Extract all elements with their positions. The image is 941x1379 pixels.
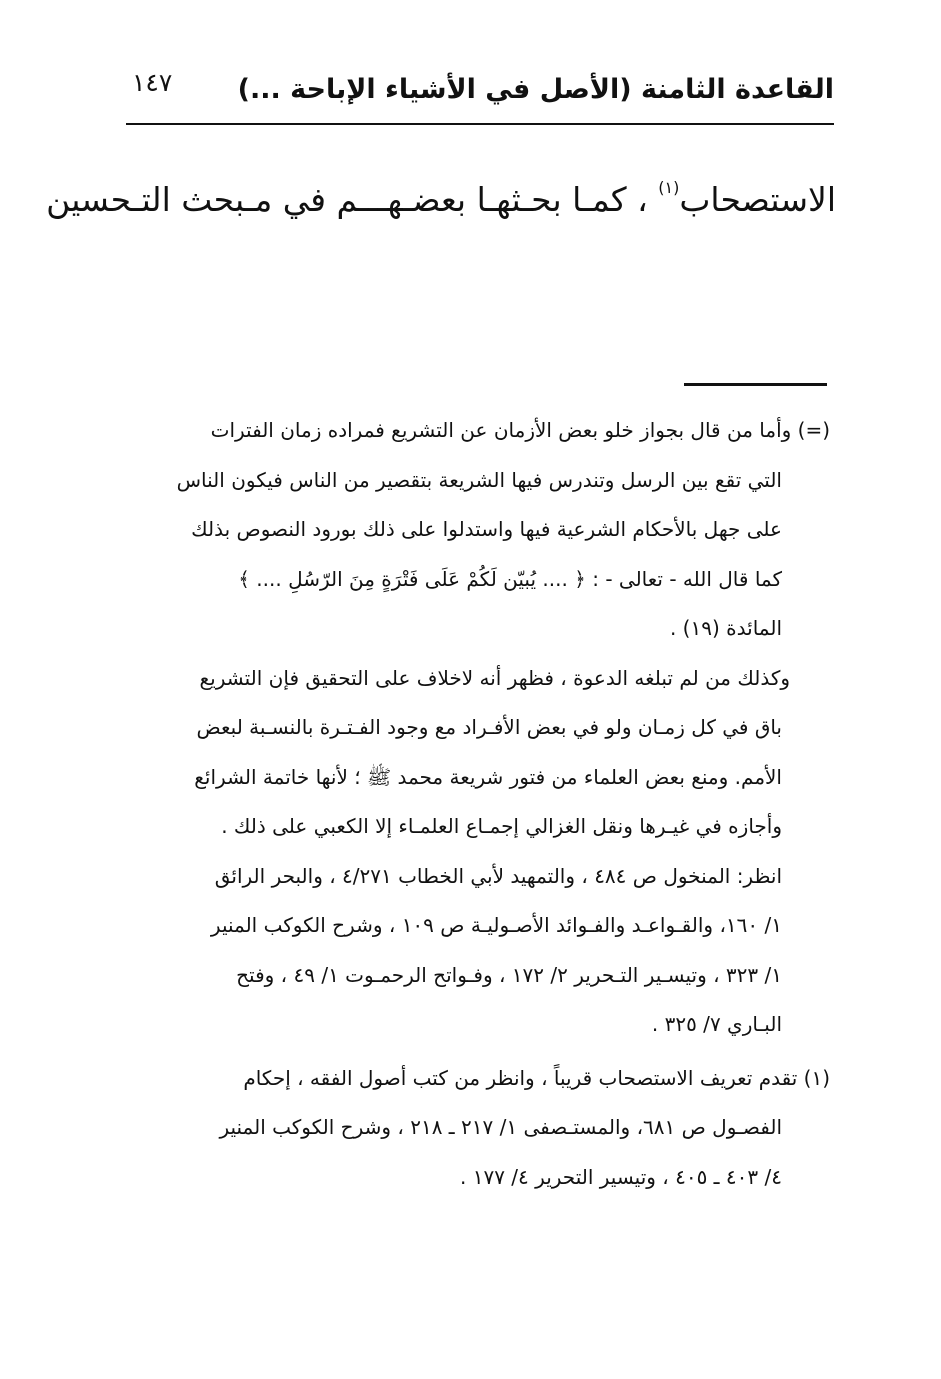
footnote-line: وكذلك من لم تبلغه الدعوة ، فظهر أنه لاخلاف على التحقيق فإن التشريع [199,665,790,690]
footnote-reference: (١) [658,178,680,197]
footnote-line: البـاري ٧/ ٣٢٥ . [651,1012,782,1036]
footnote-line: (=) وأما من قال بجواز خلو بعض الأزمان عن التشريع فمراده زمان الفترات [210,418,830,442]
footnote-line: وأجازه في غيـرها ونقل الغزالي إجمـاع العلمـاء إلا الكعبي على ذلك . [221,814,782,838]
footnote-line: باق في كل زمـان ولو في بعض الأفـراد مع وجود الفـتـرة بالنسـبة لبعض [196,715,782,739]
page-number: ١٤٧ [132,68,173,97]
footnote-line: ١/ ٣٢٣ ، وتيسـير التـحرير ٢/ ١٧٢ ، وفـواتح الرحمـوت ١/ ٤٩ ، وفتح [236,962,782,987]
footnote-line: ٤/ ٤٠٣ ـ ٤٠٥ ، وتيسير التحرير ٤/ ١٧٧ . [459,1164,782,1189]
footnote-line: كما قال الله - تعالى - : ﴿ .... يُبيّن لَكُمْ عَلَى فَتْرَةٍ مِنَ الرّسُلِ .... ﴾ [238,566,782,591]
main-text-line [46,160,836,228]
footnote-line: الفصـول ص ٦٨١، والمستـصفى ١/ ٢١٧ ـ ٢١٨ ، وشرح الكوكب المنير [219,1115,782,1139]
footnote-line: التي تقع بين الرسل وتندرس فيها الشريعة بتقصير من الناس فيكون الناس [176,467,782,492]
main-text-continuation: ، كمـا بحـثهـا بعضـهـــم في مـبحث التـحسين [46,180,648,219]
footnote-line: انظر: المنخول ص ٤٨٤ ، والتمهيد لأبي الخطاب ٤/٢٧١ ، والبحر الرائق [214,863,782,888]
footnote-separator [684,383,827,386]
footnote-line: الأمم. ومنع بعض العلماء من فتور شريعة محمد ﷺ ؛ لأنها خاتمة الشرائع [194,764,782,789]
footnote-line: المائدة (١٩) . [669,616,782,640]
header-rule [126,123,834,125]
running-header [118,66,834,122]
header-title: القاعدة الثامنة (الأصل في الأشياء الإباحة ...) [237,74,834,105]
footnote-line: على جهل بالأحكام الشرعية فيها واستدلوا على ذلك بورود النصوص بذلك [191,517,782,541]
footnotes [112,406,830,1202]
footnote-line: ١/ ١٦٠، والقـواعـد والفـوائد الأصـوليـة ص ١٠٩ ، وشرح الكوكب المنير [210,913,782,937]
footnote-line: (١) تقدم تعريف الاستصحاب قريباً ، وانظر من كتب أصول الفقه ، إحكام [243,1065,830,1090]
main-text-start: الاستصحاب [679,180,836,219]
